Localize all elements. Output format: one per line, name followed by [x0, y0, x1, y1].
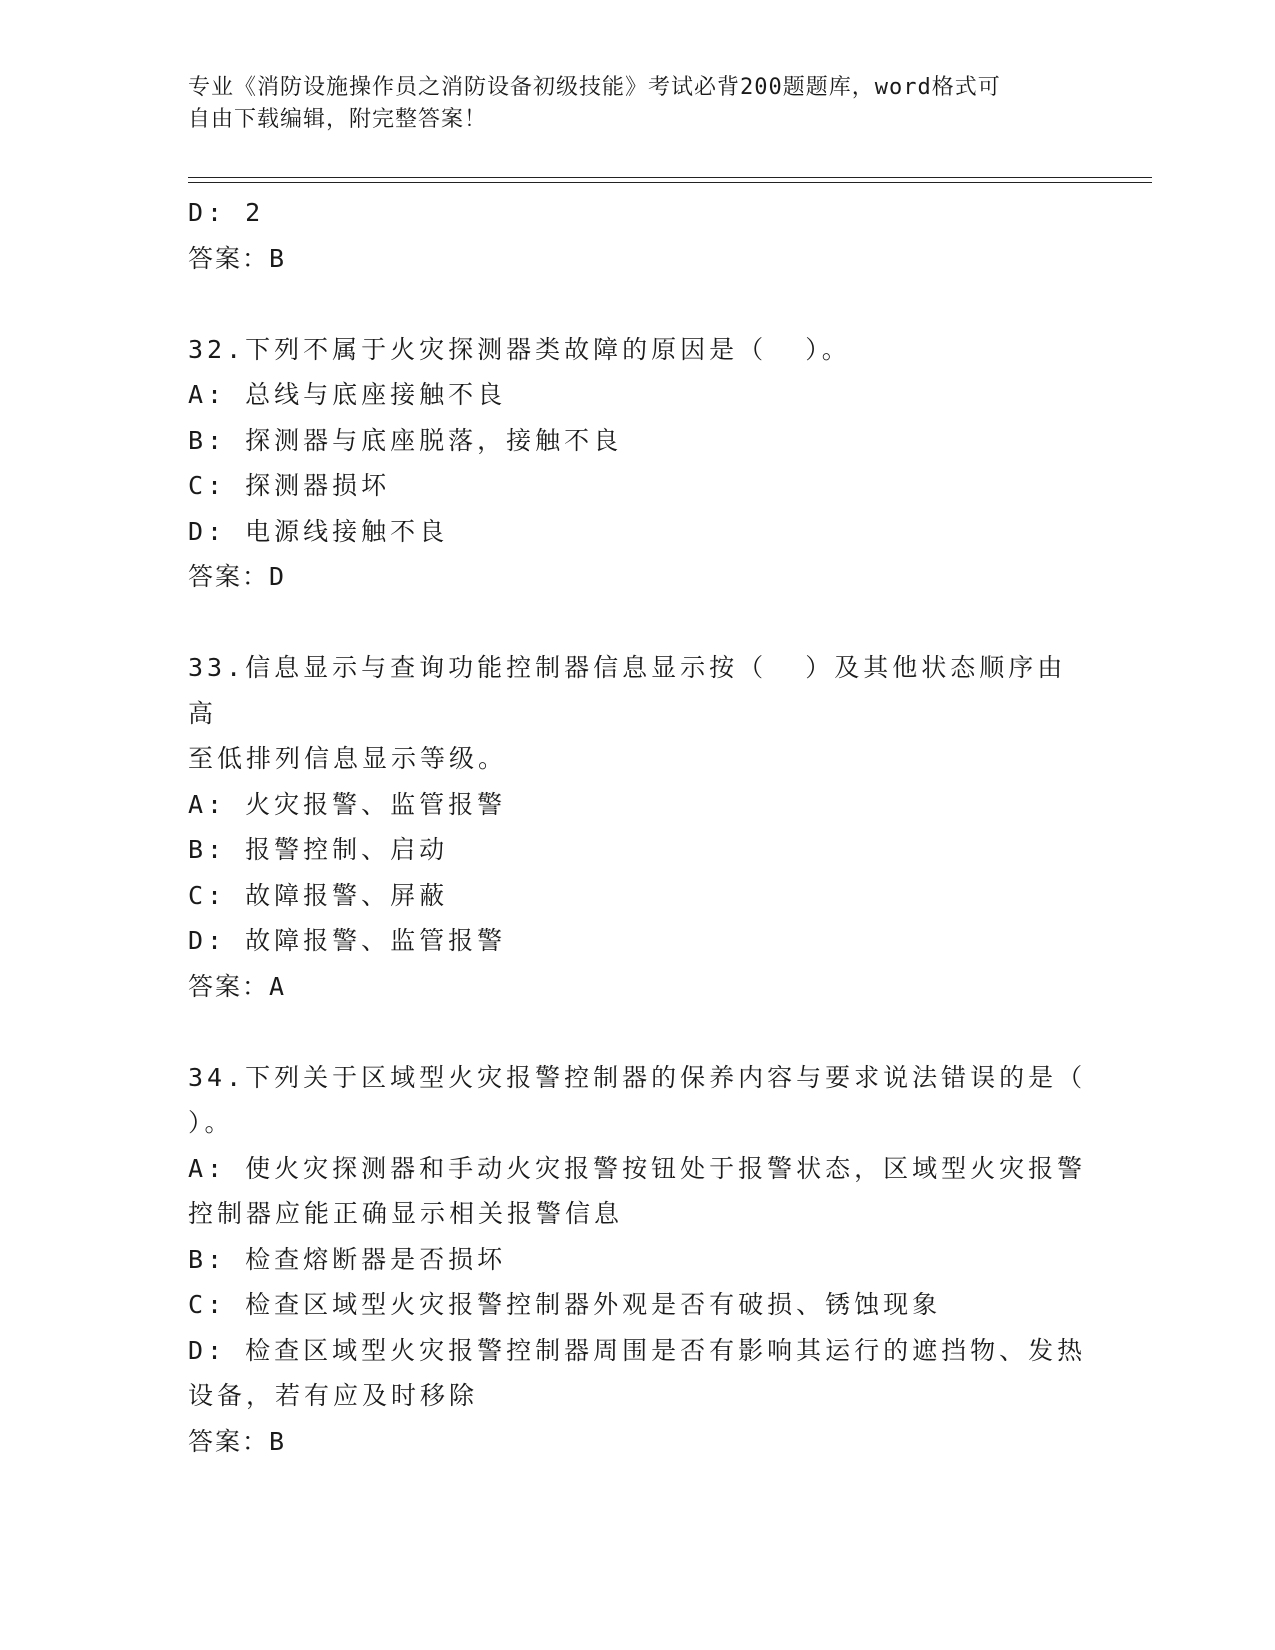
option-a-line-1: A: 使火灾探测器和手动火灾报警按钮处于报警状态，区域型火灾报警	[188, 1153, 1087, 1183]
answer: 答案：B	[188, 243, 287, 273]
question-stem-line-1: 33.信息显示与查询功能控制器信息显示按（ ）及其他状态顺序由高	[188, 653, 1067, 728]
option-d: D: 2	[188, 198, 265, 227]
option-a: A: 火灾报警、监管报警	[188, 789, 507, 819]
spacer	[188, 600, 1088, 646]
option-b: B: 检查熔断器是否损坏	[188, 1244, 507, 1274]
question-stem-line-2: ）。	[188, 1108, 234, 1137]
option-c: C: 故障报警、屏蔽	[188, 880, 449, 910]
header-rule-top	[188, 177, 1152, 178]
option-b: B: 探测器与底座脱落，接触不良	[188, 425, 623, 455]
question-32	[188, 327, 1088, 600]
document-header	[188, 72, 1088, 136]
option-c: C: 检查区域型火灾报警控制器外观是否有破损、锈蚀现象	[188, 1290, 942, 1319]
question-stem-line-2: 至低排列信息显示等级。	[188, 744, 508, 773]
question-34	[188, 1055, 1088, 1465]
document-body	[188, 190, 1088, 1464]
option-a-line-2: 控制器应能正确显示相关报警信息	[188, 1199, 624, 1228]
header-line-1: 专业《消防设施操作员之消防设备初级技能》考试必背200题题库，word格式可	[188, 75, 1001, 100]
option-b: B: 报警控制、启动	[188, 835, 449, 864]
question-31-tail	[188, 190, 1088, 281]
question-stem-line-1: 34.下列关于区域型火灾报警控制器的保养内容与要求说法错误的是（	[188, 1062, 1087, 1092]
header-line-2: 自由下载编辑，附完整答案！	[188, 107, 488, 132]
spacer	[188, 281, 1088, 327]
answer: 答案：B	[188, 1426, 287, 1456]
option-d: D: 电源线接触不良	[188, 516, 449, 546]
option-d-line-1: D: 检查区域型火灾报警控制器周围是否有影响其运行的遮挡物、发热	[188, 1335, 1087, 1365]
option-d-line-2: 设备，若有应及时移除	[188, 1381, 479, 1410]
question-33	[188, 645, 1088, 1009]
spacer	[188, 1009, 1088, 1055]
header-rule-bottom	[188, 182, 1152, 183]
question-stem: 32.下列不属于火灾探测器类故障的原因是（ ）。	[188, 334, 851, 364]
answer: 答案：A	[188, 971, 287, 1001]
option-c: C: 探测器损坏	[188, 471, 391, 500]
option-d: D: 故障报警、监管报警	[188, 926, 507, 955]
answer: 答案：D	[188, 562, 287, 591]
option-a: A: 总线与底座接触不良	[188, 380, 507, 409]
